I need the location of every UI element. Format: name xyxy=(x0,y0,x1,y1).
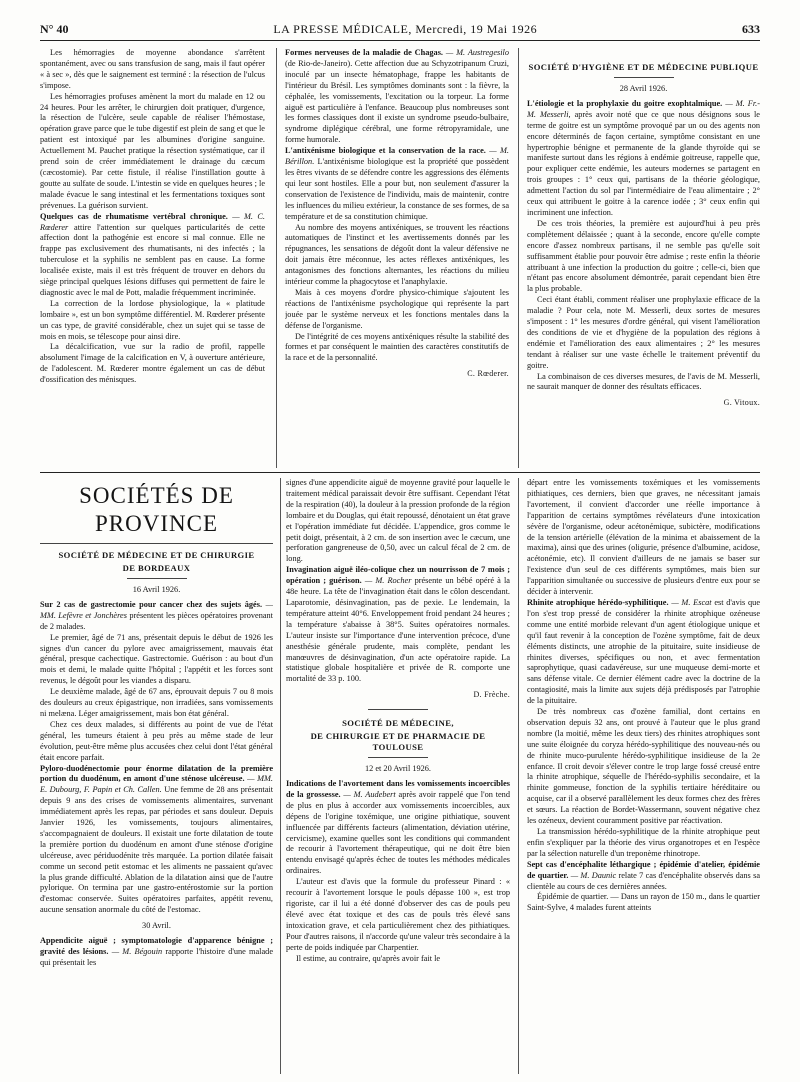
section-heading: SOCIÉTÉ D'HYGIÈNE ET DE MÉDECINE PUBLIQUE xyxy=(528,62,759,72)
paragraph: départ entre les vomissements toxémiques et les vomissements pithiatiques, ces derniers, bien que graves, ne nécessitant jamais l'avortement, il convient d'accorder une réelle importance à l'apparition de certains symptômes révélateurs d'une intoxication sévère de l'organisme, odeur acétonémique, subictère, modifications de la tension artérielle (élévation de la minima et abaissement de la maxima), ainsi que des urines (oligurie, présence d'albumine, acidose, acétonémie, etc). Il convient d'ailleurs de ne jamais se baser sur l'existence d'un seul de ces différents symptômes, mais bien sur l'apparition simultanée ou successive de plusieurs d'entre eux pour se décider à intervenir. xyxy=(527,478,760,597)
section-heading: DE BORDEAUX xyxy=(122,563,191,573)
paragraph: Épidémie de quartier. — Dans un rayon de 150 m., dans le quartier Saint-Sylve, 4 malades furent atteints xyxy=(527,892,760,913)
page-number: 633 xyxy=(741,21,760,36)
paragraph: Les hémorragies profuses amènent la mort du malade en 12 ou 24 heures. Pour les arrêter, le chirurgien doit pratiquer, d'urgence, la résection de l'ulcère, seule capable de réaliser l'hémostase, opération grave parce que le tube digestif est plein de sang et que le patient est intoxiqué par les albumines d'origine sanguine. Actuellement M. Pauchet pratique la résection systématique, car il prend soin de créer immédiatement le drainage du cæcum (cæcostomie). Par cette fistule, il réalise l'instillation goutte à goutte au sulfate de soude. L'intestin se vide en quelques heures ; le malade évacue le sang intestinal et les fermentations toxiques sont prévenues. La guérison survient. xyxy=(40,91,265,210)
section-date: 28 Avril 1926. xyxy=(619,84,668,93)
column-divider xyxy=(518,478,519,1074)
article-chagas: Formes nerveuses de la maladie de Chagas. — M. Austregesilo (de Rio-de-Janeiro). Cette affection due au Schyzotripanum Cruzi, inoculé par un insecte hématophage, frappe les habitants de l'intérieur du Brésil. Les symptômes dominants sont : la fièvre, la céphalée, les vomissements, l'excitation ou la torpeur. La forme aiguë est particulière à l'enfance. Beaucoup plus nombreuses sont les formes classiques dont il existe un syndrome pseudo-bulbaire, syndrome diplégique cérébral, une forme rétropyramidale, une forme humorale. xyxy=(285,48,509,145)
article-encephalite: Sept cas d'encéphalite léthargique ; épidémie d'atelier, épidémie de quartier. — M. Daunic relate 7 cas d'encéphalite observés dans sa clientèle au cours de ces dernières années. xyxy=(527,859,760,891)
article-rhumatisme: Quelques cas de rhumatisme vertébral chronique. — M. C. Rœderer attire l'attention sur quelques particularités de cette affection dont la pathogénie est encore si mal connue. Elle ne frappe pas exclusivement des rhumatisants, ni des infectés ; la tuberculose et la syphilis ne semblent pas en cause. La forme localisée existe, mais il est très fréquent de trouver en dehors du siège principal quelques lésions diffuses qui permettent de faire le diagnostic avec le mal de Pott, maladie fréquemment incriminée. xyxy=(40,211,265,297)
signature: D. Frèche. xyxy=(473,690,510,700)
top-column-1 xyxy=(40,48,265,468)
paragraph: De ces trois théories, la première est aujourd'hui à peu près complètement délaissée ; quant à la seconde, encore qu'elle compte encore d'assez nombreux partisans, il ne semble pas qu'elle soit suffisamment établie pour pouvoir être admise ; reste enfin la théorie attribuant à une infection la production du goitre ; celle-ci, bien que n'étant pas encore absolument démontrée, parait cependant bien être la plus probable. xyxy=(527,218,760,294)
paragraph: La transmission hérédo-syphilitique de la rhinite atrophique peut enfin s'expliquer par la théorie des virus organotropes et en l'espèce par la sélection naturelle d'un treponème rhinotrope. xyxy=(527,827,760,858)
article-appendicite: Appendicite aiguë ; symptomatologie d'apparence bénigne ; gravité des lésions. — M. Bégouin rapporte l'histoire d'une malade qui présentait les xyxy=(40,936,273,967)
journal-title: LA PRESSE MÉDICALE, Mercredi, 19 Mai 1926 xyxy=(273,21,538,36)
top-column-3 xyxy=(527,48,760,468)
paragraph: De très nombreux cas d'ozène familial, dont certains en observation depuis 32 ans, ont prouvé à l'auteur que le plus grand nombre (la moitié, même les deux tiers) des rhinites atrophiques sont une suite éloignée du coryza hérédo-syphilitique des nouveau-nés ou de rhinite muco-purulente hérédo-syphilitique insidieuse de la 2e enfance. Il croit devoir s'élever contre le trop large fossé creusé entre la rhinite atrophique, séquelle de l'hérédo-syphilis secondaire, et la rhinite gommeuse, fonction de la syphilis tertiaire héréditaire ou acquise, car il a observé parallèlement les deux formes chez des frères et sœurs. La réaction de Bordet-Wassermann, souvent négative chez les ozéneux, devient couramment positive par réactivation. xyxy=(527,707,760,826)
issue-number: N° 40 xyxy=(40,21,69,36)
signature: C. Rœderer. xyxy=(467,369,509,379)
article-avortement: Indications de l'avortement dans les vomissements incoercibles de la grossesse. — M. Audebert après avoir rappelé que l'on tend de plus en plus à accorder aux vomissements incoercibles, aux dépens de l'origine toxémique, une origine pithiatique, souvent influencée par différents facteurs (alimentation, déviation utérine, cervicisme), examine quelles sont les conditions qui commandent de recourir à l'avortement thérapeutique, qui ne doit être bien entendu envisagé qu'après échec de toutes les méthodes médicales ordinaires. xyxy=(286,779,510,876)
bottom-column-1 xyxy=(40,478,273,1074)
signature: G. Vitoux. xyxy=(723,398,760,408)
page-header xyxy=(40,18,760,41)
section-heading: DE CHIRURGIE ET DE PHARMACIE DE TOULOUSE xyxy=(310,731,486,753)
column-divider xyxy=(276,48,277,468)
paragraph: La décalcification, vue sur la radio de profil, rappelle absolument l'image de la calcification en V, à ouverture antérieure, de l'adolescent. M. Rœderer montre également un cas de début d'ossification des ménisques. xyxy=(40,342,265,385)
divider xyxy=(614,77,674,78)
paragraph: Ceci étant établi, comment réaliser une prophylaxie efficace de la maladie ? Pour cela, note M. Messerli, deux sortes de mesures s'imposent : 1° les mesures d'ordre général, qui visent l'amélioration des conditions de vie et d'hygiène de la population des régions à endémie et l'amélioration des eaux alimentaires ; 2° les mesures tendant à réaliser sur une vaste échelle le traitement préventif du goitre. xyxy=(527,295,760,370)
section-date: 12 et 20 Avril 1926. xyxy=(365,764,431,774)
bottom-column-3 xyxy=(527,478,760,1074)
top-column-2 xyxy=(285,48,509,468)
paragraph: Au nombre des moyens antixéniques, se trouvent les réactions automatiques de l'instinct et les avertissements donnés par les répugnances, les sensations de dégoût dont la valeur défensive ne doit jamais être méconnue, les actes réflexes antixéniques, les antagonismes des fonctions alternantes, les réactions du milieu intérieur comme la phagocytose et l'anaphylaxie. xyxy=(285,222,509,287)
section-divider xyxy=(40,472,760,473)
paragraph: Il estime, au contraire, qu'après avoir fait le xyxy=(296,953,441,963)
article-antixenisme: L'antixénisme biologique et la conservation de la race. — M. Bérillon. L'antixénisme biologique est la propriété que possèdent les êtres vivants de se défendre contre les aggressions des éléments qui leur sont hostiles. Elle a pour but, non seulement d'assurer la conservation de l'existence de l'individu, mais de maintenir, contre les influences du milieu extérieur, la constance de ses formes, de sa température et de sa constitution chimique. xyxy=(285,146,509,221)
paragraph: L'auteur est d'avis que la formule du professeur Pinard : « recourir à l'avortement lorsque le pouls dépasse 100 », est trop rigoriste, car il lui a été donné d'observer des cas de pouls peu élevé avec état toxique et des cas de pouls très élevé sans intoxication grave, et cela particulièrement chez des pithiatiques. Pour d'autres raisons, il n'accorde qu'une valeur très secondaire à la perte de poids indiquée par Charpentier. xyxy=(286,877,510,952)
paragraph: Les hémorragies de moyenne abondance s'arrêtent spontanément, avec ou sans transfusion de sang, mais il faut opérer « à sec », dès que le saignement est terminé : la résection de l'ulcus s'impose. xyxy=(40,48,265,90)
article-goitre: L'étiologie et la prophylaxie du goitre exophtalmique. — M. Fr.-M. Messerli, après avoir noté que ce que nous désignons sous le terme de goitre est un symptôme provoqué par un ou des agents non encore déterminés de façon certaine, symptôme consistant en une hypertrophie bénigne et permanente de la glande thyroïde qui se manifeste surtout dans les régions à endémie goitreuse, rappelle que, pour expliquer cette endémie, les auteurs modernes se partagent en trois groupes : 1° ceux qui, partisans de la théorie géologique, admettent l'action du sol par l'intermédiaire de l'eau alimentaire ; 2° ceux qui attribuent le goitre à la carence iodée ; 3° ceux enfin qui incriminent une infection. xyxy=(527,98,760,217)
bottom-column-2 xyxy=(286,478,510,1074)
divider xyxy=(368,709,428,710)
article-pyloro: Pyloro-duodénectomie pour énorme dilatation de la première portion du duodénum, en amont d'une sténose ulcéreuse. — MM. E. Dubourg, F. Papin et Ch. Callen. Une femme de 28 ans présentait depuis 9 ans des crises de vomissements alimentaires, survenant immédiatement après les repas, par périodes et sans douleur. Depuis Janvier 1926, les vomissements, toujours alimentaires, s'accompagnaient de douleurs. Il existait une forte dilatation de toute la première portion du duodénum en amont d'une sténose d'origine ulcéreuse, avec périduodénite très marquée. La portion dilatée faisait comme un second petit estomac et les aliments ne passaient qu'avec la plus grande difficulté. Ablation de la dilatation ainsi que de l'autre pylorique. On termina par une gastro-entérostomie sur la portion d'estomac conservée. Suites opératoires parfaites, appétit revenu, aucune sensation anormale du côté de l'estomac. xyxy=(40,763,273,915)
paragraph: La combinaison de ces diverses mesures, de l'avis de M. Messerli, ne saurait manquer de donner des résultats efficaces. xyxy=(527,371,760,392)
column-divider xyxy=(518,48,519,468)
divider xyxy=(368,757,428,758)
column-divider xyxy=(280,478,281,1074)
paragraph: signes d'une appendicite aiguë de moyenne gravité pour laquelle le traitement médical paraissait devoir être suffisant. Cependant l'état de la respiration (40), la douleur à la pression profonde de la région lombaire et du Douglas, qui était repoussé, dénotaient un état grave et l'opération immédiate fut décidée. L'appendice, gros comme le petit doigt, présentait, à 2 cm. de son insertion avec le cæcum, une perforation gangreneuse de 0,50, avec un calcul fécal de 2 cm. de long. xyxy=(286,478,510,564)
divider xyxy=(127,578,187,579)
section-date: 16 Avril 1926. xyxy=(132,585,181,594)
paragraph: Le deuxième malade, âgé de 67 ans, éprouvait depuis 7 ou 8 mois des douleurs au creux épigastrique, non irradiées, sans vomissements ni melæna. Léger amaigrissement, mais bon état général. xyxy=(40,687,273,718)
paragraph: De l'intégrité de ces moyens antixéniques résulte la stabilité des formes et par conséquent le maintien des caractères constitutifs de la race et de la personnalité. xyxy=(285,331,509,363)
section-date: 30 Avril. xyxy=(142,921,171,931)
paragraph: Le premier, âgé de 71 ans, présentait depuis le début de 1926 les signes d'un cancer du pylore avec amaigrissement, mauvais état général, presque cachectique. Gastrectomie. Guérison : au bout d'un mois et demi, le malade quitte l'hôpital ; l'appétit et les forces sont revenus, le dégoût pour les viandes a disparu. xyxy=(40,632,273,686)
societes-province-title: SOCIÉTÉS DE PROVINCE xyxy=(40,482,273,544)
paragraph: Chez ces deux malades, si différents au point de vue de l'état général, les tumeurs étaient à peu près au même stade de leur évolution, peut-être même plus accusées chez celui dont l'état général était encore parfait. xyxy=(40,719,273,762)
article-rhinite: Rhinite atrophique hérédo-syphilitique. — M. Escat est d'avis que l'on s'est trop pressé de considérer la rhinite atrophique ozéneuse comme une entité morbide relevant d'un agent étiologique unique et qu'il faut revenir à la conception de l'ozène symptôme, fait de deux éléments distincts, une atrophie de la pituitaire, suite insidieuse de rhinites diverses, spécifiques ou non, et avec fermentation saprophytique, quasi cadavéreuse, sur une muqueuse demi-morte et sans défense vitale. Ce dernier élément cadre avec la doctrine de la contagiosité, mais la limite aux sujets déjà prédisposés par l'atrophie de la pituitaire. xyxy=(527,597,760,706)
section-heading: SOCIÉTÉ DE MÉDECINE, xyxy=(342,718,454,729)
section-heading: SOCIÉTÉ DE MÉDECINE ET DE CHIRURGIE xyxy=(58,550,255,560)
article-invagination: Invagination aiguë iléo-colique chez un nourrisson de 7 mois ; opération ; guérison. — M. Rocher présente un bébé opéré à la 48e heure. La tête de l'invagination était dans le côlon descendant. Laparotomie, désinvagination, pas de pexie. Le lendemain, la température atteint 40°6. Enveloppement froid pendant 24 heures ; la température s'abaisse à 38°5. Suites opératoires normales. L'auteur insiste sur l'importance d'une intervention précoce, d'une anesthésie générale prudente, mais complète, pendant les manœuvres de désinvagination, d'un acte opératoire rapide. La statistique globale hospitalière et privée de R. comporte une mortalité de 33 p. 100. xyxy=(286,565,510,684)
paragraph: Mais à ces moyens d'ordre physico-chimique s'ajoutent les réactions de l'antixénisme psychologique qui représente la part jouée par le système nerveux et les fonctions mentales dans la défense de l'organisme. xyxy=(285,287,509,330)
paragraph: La correction de la lordose physiologique, la « platitude lombaire », est un bon symptôme différentiel. M. Rœderer présente un cas type, de gravité considérable, chez un sujet qui se tasse de mois en mois, se télescope pour ainsi dire. xyxy=(40,298,265,341)
article-gastrectomie: Sur 2 cas de gastrectomie pour cancer chez des sujets âgés. — MM. Lefèvre et Jonchères présentent les pièces opératoires provenant de 2 malades. xyxy=(40,599,273,631)
